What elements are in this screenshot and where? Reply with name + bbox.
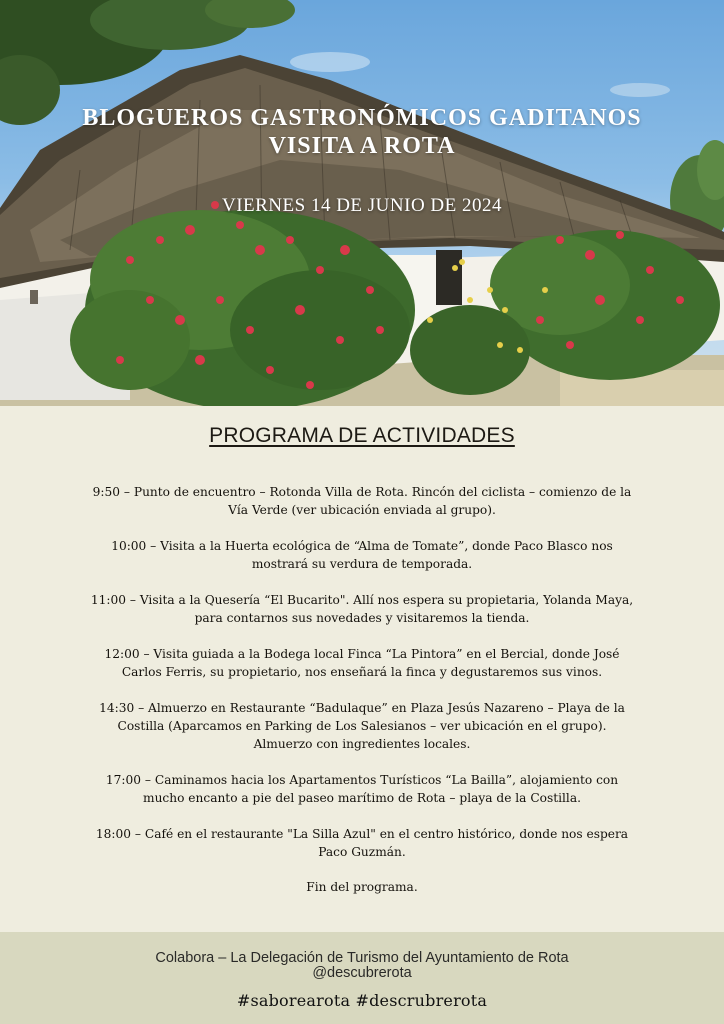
footer <box>0 932 724 1024</box>
hero-image <box>0 0 724 406</box>
activity-item: 11:00 – Visita a la Quesería “El Bucarito". Allí nos espera su propietaria, Yolanda Maya, para contarnos sus novedades y visitaremos la tienda. <box>90 593 634 625</box>
activity-item: 18:00 – Café en el restaurante "La Silla Azul" en el centro histórico, donde nos espera Paco Guzmán. <box>95 827 629 859</box>
collaborator-text: Colabora – La Delegación de Turismo del Ayuntamiento de Rota <box>155 950 569 966</box>
activity-item: 12:00 – Visita guiada a la Bodega local Finca “La Pintora” en el Bercial, donde José Carlos Ferris, su propietario, nos enseñará la finca y degustaremos sus vinos. <box>104 647 620 679</box>
program-closing: Fin del programa. <box>306 880 418 894</box>
program-section <box>0 406 724 932</box>
hashtags: #saborearota #descrubrerota <box>236 991 488 1010</box>
event-subtitle: VISITA A ROTA <box>268 133 456 159</box>
activity-item: 9:50 – Punto de encuentro – Rotonda Villa de Rota. Rincón del ciclista – comienzo de la Vía Verde (ver ubicación enviada al grupo). <box>92 485 632 517</box>
activity-item: 17:00 – Caminamos hacia los Apartamentos Turísticos “La Bailla”, alojamiento con mucho encanto a pie del paseo marítimo de Rota – playa de la Costilla. <box>105 773 619 805</box>
program-heading: PROGRAMA DE ACTIVIDADES <box>209 424 515 447</box>
social-handle: @descubrerota <box>312 965 412 981</box>
event-title: BLOGUEROS GASTRONÓMICOS GADITANOS <box>82 105 642 131</box>
activity-item: 14:30 – Almuerzo en Restaurante “Badulaque” en Plaza Jesús Nazareno – Playa de la Costilla (Aparcamos en Parking de Los Salesianos – ver ubicación en el grupo). Almuerzo con ingredientes locales. <box>99 701 625 751</box>
activity-item: 10:00 – Visita a la Huerta ecológica de “Alma de Tomate”, donde Paco Blasco nos mostrará su verdura de temporada. <box>111 539 613 571</box>
event-date: VIERNES 14 DE JUNIO DE 2024 <box>221 195 502 216</box>
